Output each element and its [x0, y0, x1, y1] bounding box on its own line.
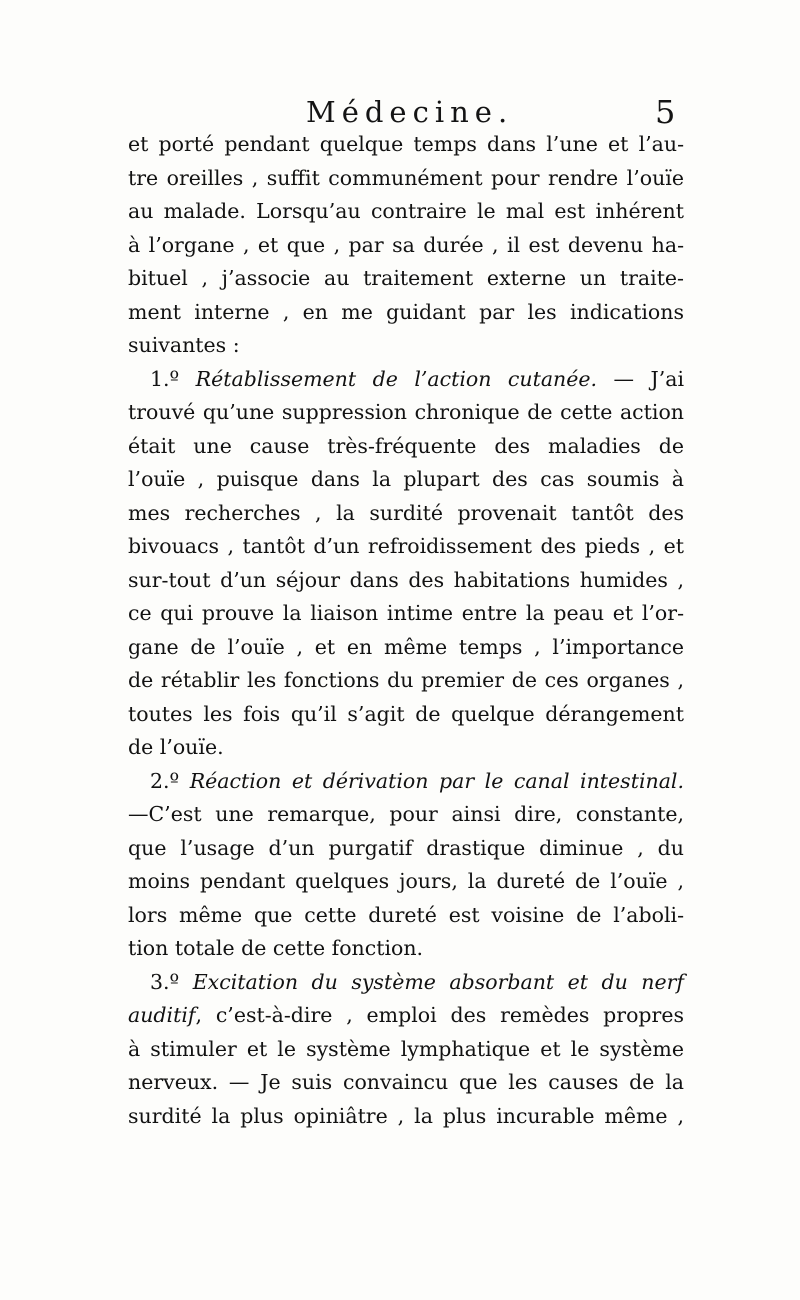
text-line: [128, 195, 684, 229]
text-run: et porté pendant quelque temps dans l’une et l’au-: [128, 132, 684, 156]
text-run: 3.º: [150, 969, 193, 994]
text-run: bituel , j’associe au traitement externe un traite-: [128, 266, 684, 290]
text-line: [128, 1066, 684, 1100]
section-1-title: Rétablissement de l’action cutanée.: [195, 366, 598, 391]
text-run: trouvé qu’une suppression chronique de cette action: [128, 400, 684, 424]
text-line: [128, 162, 684, 196]
section-2-title: Réaction et dérivation par le canal intestinal.: [189, 768, 684, 793]
text-line: [128, 798, 684, 832]
text-line: [128, 296, 684, 330]
text-line: [128, 698, 684, 732]
text-line: [128, 497, 684, 531]
text-run: gane de l’ouïe , et en même temps , l’importance: [128, 634, 684, 659]
text-run: — J’ai: [597, 366, 685, 391]
text-run: ment interne , en me guidant par les indications: [128, 299, 684, 324]
text-line: [128, 731, 684, 765]
text-line: [128, 631, 684, 665]
text-run: 2.º: [150, 768, 190, 793]
text-line: [128, 932, 684, 966]
section-1-heading-line: [128, 363, 684, 397]
text-line: [128, 597, 684, 631]
section-3-title: Excitation du système absorbant et du nerf: [192, 969, 685, 994]
text-run: l’ouïe , puisque dans la plupart des cas soumis à: [128, 467, 684, 491]
text-line: [128, 564, 684, 598]
text-run: était une cause très-fréquente des maladies de: [128, 433, 684, 458]
text-run: que l’usage d’un purgatif drastique diminue , du: [128, 835, 684, 860]
text-line: [128, 262, 684, 296]
text-line: [128, 832, 684, 866]
text-run: tion totale de cette fonction.: [128, 936, 424, 960]
page-number: 5: [655, 93, 676, 131]
text-run: , c’est-à-dire , emploi des remèdes propres: [195, 1003, 684, 1027]
text-run: tre oreilles , suffit communément pour rendre l’ouïe: [128, 165, 684, 190]
text-run: mes recherches , la surdité provenait tantôt des: [128, 500, 684, 525]
text-run: —C’est une remarque, pour ainsi dire, constante,: [128, 802, 684, 826]
text-run: de l’ouïe.: [128, 735, 224, 759]
text-line: [128, 463, 684, 497]
text-run: à stimuler et le système lymphatique et le système: [128, 1036, 684, 1061]
text-run: 1.º: [150, 366, 196, 391]
section-2-heading-line: [128, 765, 684, 799]
text-run: moins pendant quelques jours, la dureté de l’ouïe ,: [128, 869, 684, 893]
section-3-heading-line: [128, 966, 684, 1000]
text-line: [128, 396, 684, 430]
text-line: [128, 865, 684, 899]
text-run: suivantes :: [128, 333, 240, 357]
text-line: [128, 329, 684, 363]
text-run: nerveux. — Je suis convaincu que les causes de la: [128, 1070, 684, 1094]
text-line: [128, 664, 684, 698]
text-run: surdité la plus opiniâtre , la plus incurable même ,: [128, 1103, 684, 1128]
text-line: [128, 229, 684, 263]
text-run: toutes les fois qu’il s’agit de quelque dérangement: [128, 701, 684, 726]
body-text: [128, 128, 684, 1133]
text-run: au malade. Lorsqu’au contraire le mal est inhérent: [128, 199, 684, 223]
text-run: à l’organe , et que , par sa durée , il est devenu ha-: [128, 232, 684, 257]
text-run: de rétablir les fonctions du premier de ces organes ,: [128, 668, 684, 692]
text-line: [128, 530, 684, 564]
text-line: [128, 1100, 684, 1134]
text-run: ce qui prouve la liaison intime entre la peau et l’or-: [128, 601, 684, 625]
text-line: [128, 128, 684, 162]
text-run: lors même que cette dureté est voisine de l’aboli-: [128, 902, 684, 927]
text-line: [128, 1033, 684, 1067]
text-run: bivouacs , tantôt d’un refroidissement des pieds , et: [128, 534, 684, 558]
text-run: sur-tout d’un séjour dans des habitations humides ,: [128, 567, 684, 592]
text-line: [128, 430, 684, 464]
section-3-title-cont: auditif: [128, 1003, 196, 1027]
text-line: [128, 899, 684, 933]
text-line: [128, 999, 684, 1033]
running-title: Médecine.: [306, 95, 514, 129]
